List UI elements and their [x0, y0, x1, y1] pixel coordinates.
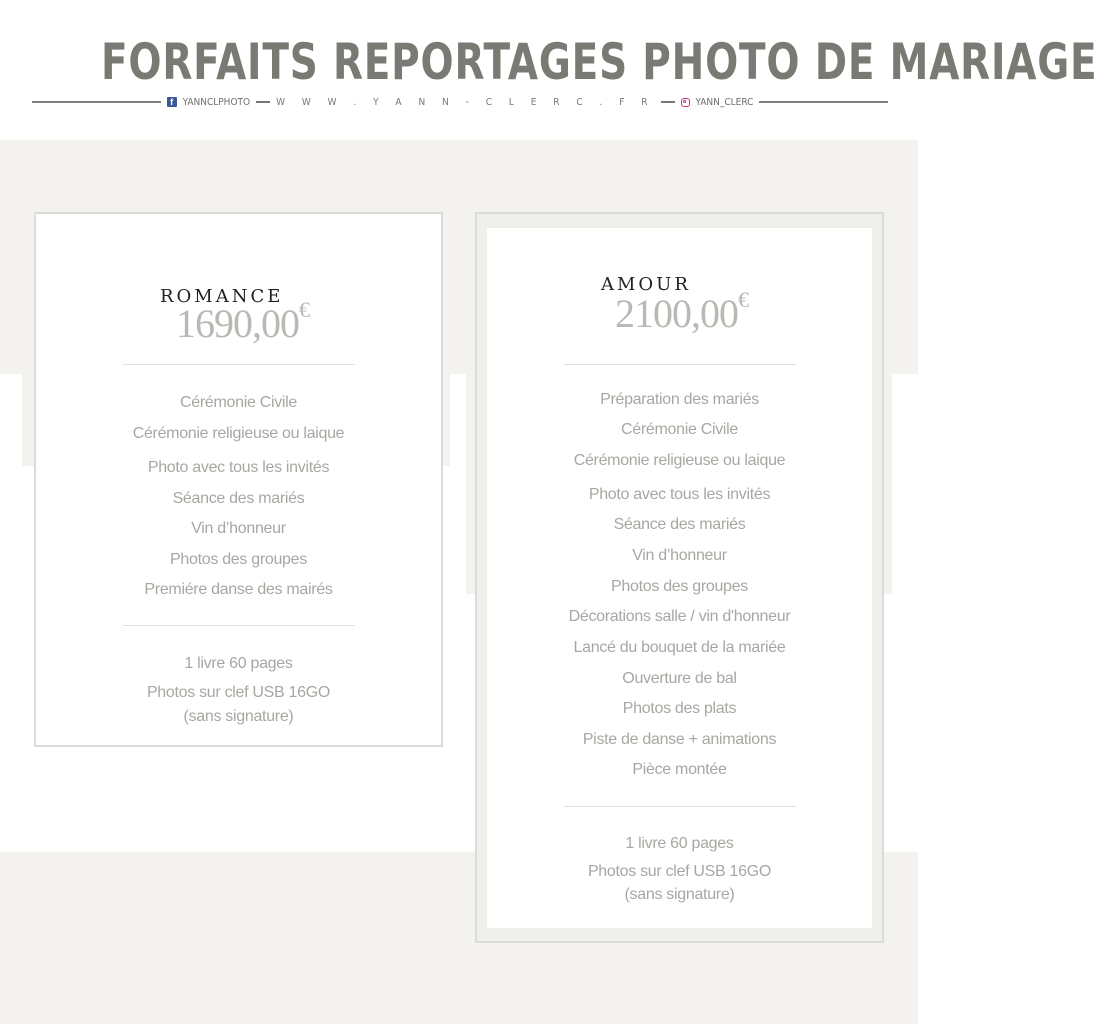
service-item: Séance des mariés: [172, 490, 305, 507]
service-item: Lancé du bouquet de la mariée: [573, 639, 786, 656]
separator: [564, 806, 796, 807]
currency-symbol: €: [738, 286, 748, 312]
website-link[interactable]: W W W . Y A N N - C L E R C . F R: [276, 96, 655, 108]
page-title: FORFAITS REPORTAGES PHOTO DE MARIAGE: [100, 33, 1097, 91]
package-price: [615, 286, 748, 337]
card-inner: [46, 224, 431, 735]
service-item: Photos des groupes: [170, 551, 307, 568]
service-item: Photos des groupes: [611, 578, 748, 595]
deliverable-item: 1 livre 60 pages: [184, 655, 293, 672]
package-name: AMOUR: [601, 274, 691, 295]
facebook-handle[interactable]: YANNCLPHOTO: [182, 96, 251, 108]
divider-dash: [661, 101, 675, 103]
service-item: Photos des plats: [622, 700, 737, 717]
card-inner: [487, 228, 872, 928]
contact-line: [32, 94, 888, 110]
service-item: Premiére danse des mairés: [144, 581, 333, 598]
deliverable-item: Photos sur clef USB 16GO: [587, 863, 772, 880]
package-card-romance: [34, 212, 443, 747]
service-item: Décorations salle / vin d'honneur: [568, 608, 791, 625]
service-item: Cérémonie Civile: [179, 394, 298, 411]
service-item: Ouverture de bal: [622, 670, 737, 687]
service-item: Photo avec tous les invités: [147, 459, 330, 476]
separator: [564, 364, 796, 365]
facebook-icon[interactable]: f: [167, 97, 177, 107]
service-item: Vin d’honneur: [191, 520, 286, 537]
deliverable-item: (sans signature): [183, 708, 294, 725]
service-item: Pièce montée: [632, 761, 727, 778]
service-item: Séance des mariés: [613, 516, 746, 533]
deliverable-item: 1 livre 60 pages: [625, 835, 734, 852]
deliverable-item: (sans signature): [624, 886, 735, 903]
package-price: [176, 296, 309, 347]
currency-symbol: €: [299, 296, 309, 322]
package-name: ROMANCE: [160, 286, 284, 307]
service-item: Cérémonie Civile: [620, 421, 739, 438]
service-item: Préparation des mariés: [600, 391, 759, 408]
service-item: Vin d’honneur: [632, 547, 727, 564]
separator: [123, 625, 355, 626]
instagram-icon[interactable]: [681, 98, 690, 107]
service-item: Piste de danse + animations: [582, 731, 777, 748]
service-item: Photo avec tous les invités: [588, 486, 771, 503]
service-item: Cérémonie religieuse ou laique: [573, 452, 786, 469]
deliverable-item: Photos sur clef USB 16GO: [146, 684, 331, 701]
service-item: Cérémonie religieuse ou laique: [132, 425, 345, 442]
price-value: 1690,00: [176, 301, 299, 346]
instagram-handle[interactable]: YANN_CLERC: [695, 96, 754, 108]
package-card-amour: [475, 212, 884, 943]
separator: [123, 364, 355, 365]
divider-dash: [256, 101, 270, 103]
divider-right: [759, 101, 888, 103]
divider-left: [32, 101, 161, 103]
price-value: 2100,00: [615, 291, 738, 336]
